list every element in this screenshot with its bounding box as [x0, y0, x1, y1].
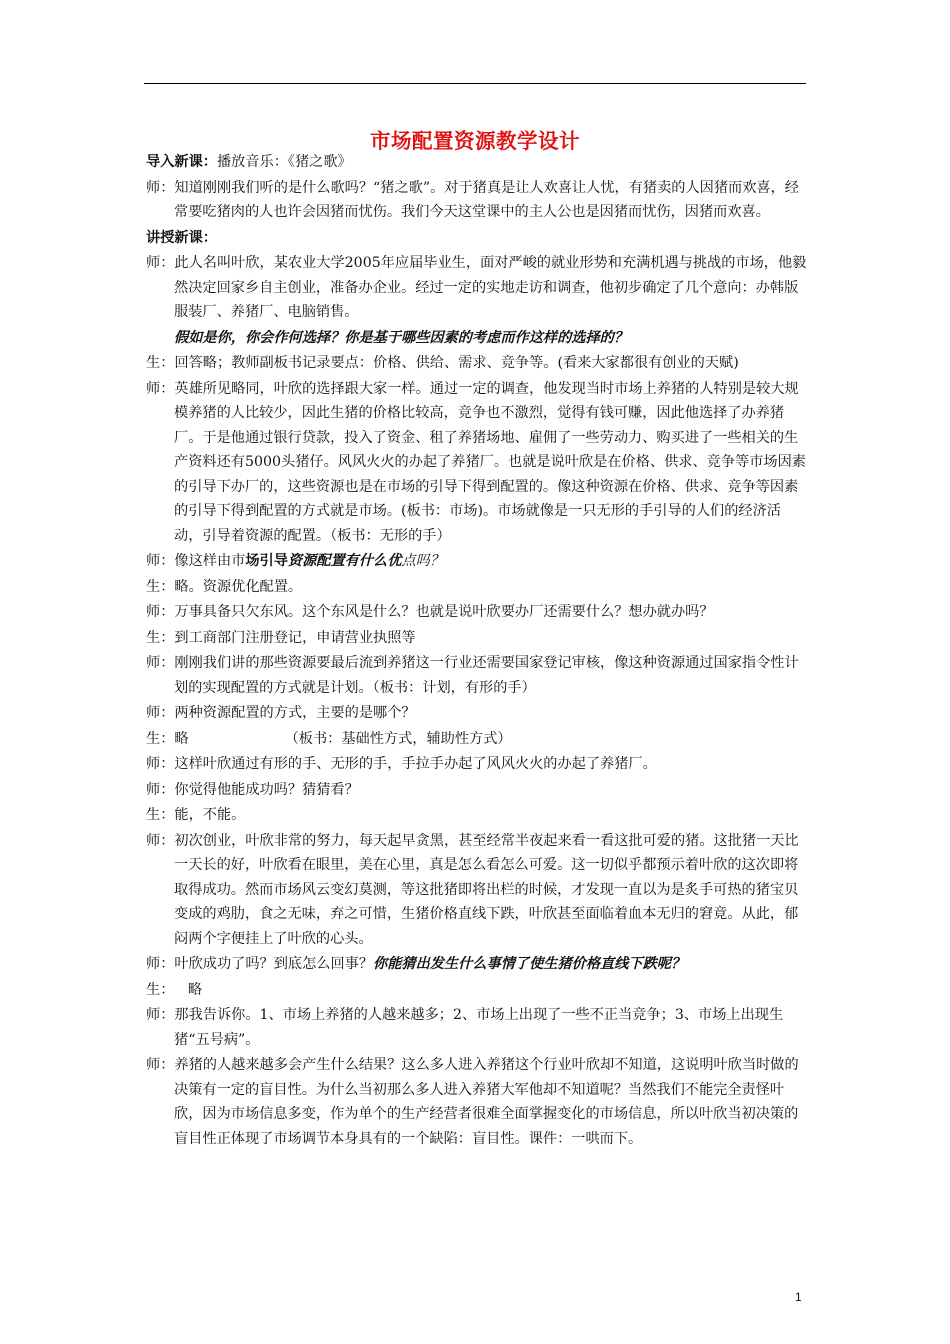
speaker-label: 生：: [146, 807, 175, 823]
paragraph-text: 略: [174, 730, 189, 747]
intro-label: 导入新课：: [146, 154, 217, 170]
paragraph-2: [146, 251, 808, 325]
speaker-label: 师：: [146, 655, 175, 671]
paragraph-text: 能，不能。: [174, 807, 246, 823]
paragraph-text: 知道刚刚我们听的是什么歌吗？“猪之歌”。对于猪真是让人欢喜让人忧，有猪卖的人因猪而欢喜，经常要吃猪肉的人也许会因猪而忧伤。我们今天这堂课中的主人公也是因猪而忧伤，因猪而欢喜。: [174, 179, 799, 220]
paragraph-text: 此人名叫叶欣，某农业大学2005年应届毕业生，面对严峻的就业形势和充满机遇与挑战的市场，他毅然决定回家乡自主创业，准备办企业。经过一定的实地走访和调查，他初步确定了几个意向：办韩版服装厂、养猪厂、电脑销售。: [174, 255, 807, 320]
paragraph-6: [146, 575, 808, 600]
paragraph-text: 两种资源配置的方式，主要的是哪个？: [174, 705, 416, 721]
paragraph-18: [146, 1003, 808, 1052]
intro-text: 播放音乐：《猪之歌》: [216, 154, 352, 170]
speaker-label: 生：: [146, 981, 175, 998]
text-pre: 像这样由市: [174, 553, 246, 569]
paragraph-text: 万事具备只欠东风。这个东风是什么？也就是说叶欣要办厂还需要什么？想办就办吗？: [174, 604, 714, 620]
intro-paragraph: [146, 150, 808, 175]
speaker-label: 师：: [146, 832, 175, 849]
paragraph-text: 刚刚我们讲的那些资源要最后流到养猪这一行业还需要国家登记审核，像这种资源通过国家指令性计划的实现配置的方式就是计划。（板书：计划，有形的手）: [174, 655, 799, 696]
paragraph-11: [146, 727, 808, 752]
paragraph-text: 回答略；教师副板书记录要点：价格、供给、需求、竞争等。(看来大家都很有创业的天赋): [174, 355, 739, 371]
speaker-label: 师：: [146, 705, 175, 721]
speaker-label: 师：: [146, 1057, 175, 1073]
text-bold: 场引导: [245, 553, 288, 569]
question-1: [146, 326, 808, 351]
paragraph-3: [146, 351, 808, 376]
paragraph-text: 到工商部门注册登记，申请营业执照等: [174, 629, 416, 646]
paragraph-text: 初次创业，叶欣非常的努力，每天起早贪黑，甚至经常半夜起来看一看这批可爱的猪。这批猪一天比一天长的好，叶欣看在眼里，美在心里，真是怎么看怎么可爱。这一切似乎都预示着叶欣的这次即将取得成功。然而市场风云变幻莫测，等这批猪即将出栏的时候，才发现一直以为是炙手可热的猪宝贝变成的鸡肋，食之无味，弃之可惜，生猪价格直线下跌，叶欣甚至面临着血本无归的窘竟。从此，郁闷两个字便挂上了叶欣的心头。: [174, 832, 799, 947]
paragraph-12: [146, 752, 808, 777]
paragraph-15: [146, 829, 808, 952]
speaker-label: 师：: [146, 956, 175, 972]
speaker-label: 师：: [146, 380, 175, 397]
paragraph-text: 养猪的人越来越多会产生什么结果？这么多人进入养猪这个行业叶欣却不知道，这说明叶欣当时做的决策有一定的盲目性。为什么当初那么多人进入养猪大军他却不知道呢？当然我们不能完全责怪叶欣，因为市场信息多变，作为单个的生产经营者很难全面掌握变化的市场信息，所以叶欣当初决策的盲目性正体现了市场调节本身具有的一个缺陷：盲目性。课件：一哄而下。: [174, 1057, 799, 1147]
paragraph-16: [146, 952, 808, 977]
document-body: [146, 150, 808, 1152]
paragraph-17: [146, 978, 808, 1003]
paragraph-text: 叶欣成功了吗？到底怎么回事？: [174, 956, 374, 972]
text-post: 点吗？: [401, 553, 445, 569]
paragraph-text: 那我告诉你。1、市场上养猪的人越来越多；2、市场上出现了一些不正当竞争；3、市场上出现生猪“五号病”。: [174, 1007, 784, 1048]
speaker-label: 师：: [146, 781, 175, 798]
paragraph-10: [146, 701, 808, 726]
paragraph-4: [146, 377, 808, 549]
paragraph-7: [146, 600, 808, 625]
board-note: （板书：基础性方式，辅助性方式）: [284, 730, 512, 747]
paragraph-19: [146, 1053, 808, 1151]
paragraph-1: [146, 176, 808, 225]
section-heading: [146, 226, 808, 251]
paragraph-8: [146, 626, 808, 651]
speaker-label: 师：: [146, 756, 175, 772]
speaker-label: 师：: [146, 179, 175, 196]
paragraph-5: [146, 549, 808, 574]
speaker-label: 生：: [146, 578, 175, 595]
paragraph-9: [146, 651, 808, 700]
question-text: 你能猜出发生什么事情了使生猪价格直线下跌呢？: [373, 956, 686, 972]
paragraph-text: 英雄所见略同，叶欣的选择跟大家一样。通过一定的调查，他发现当时市场上养猪的人特别是较大规模养猪的人比较少，因此生猪的价格比较高，竞争也不激烈，觉得有钱可赚，因此他选择了办养猪厂。于是他通过银行贷款，投入了资金、租了养猪场地、雇佣了一些劳动力、购买进了一些相关的生产资料还有5000头猪仔。风风火火的办起了养猪厂。也就是说叶欣是在价格、供求、竞争等市场因素的引导下办厂的，这些资源也是在市场的引导下得到配置的。像这种资源在价格、供求、竞争等因素的引导下得到配置的方式就是市场。(板书：市场)。市场就像是一只无形的手引导的人们的经济活动，引导着资源的配置。（板书：无形的手）: [174, 380, 806, 544]
page-number: 1: [795, 1290, 802, 1304]
text-bold-italic: 资源配置有什么优: [287, 553, 402, 569]
paragraph-13: [146, 778, 808, 803]
section-label: 讲授新课：: [146, 229, 217, 246]
speaker-label: 生：: [146, 629, 175, 646]
question-text: 假如是你，你会作何选择？你是基于哪些因素的考虑而作这样的选择的？: [174, 329, 629, 346]
header-rule: [144, 83, 806, 84]
speaker-label: 师：: [146, 553, 175, 569]
speaker-label: 生：: [146, 730, 175, 747]
paragraph-text: 略。资源优化配置。: [174, 578, 303, 595]
paragraph-text: 略: [187, 981, 203, 998]
speaker-label: 师：: [146, 255, 175, 271]
speaker-label: 师：: [146, 1007, 175, 1023]
document-title: 市场配置资源教学设计: [370, 129, 580, 153]
speaker-label: 师：: [146, 604, 175, 620]
paragraph-text: 这样叶欣通过有形的手、无形的手，手拉手办起了风风火火的办起了养猪厂。: [174, 756, 657, 772]
speaker-label: 生：: [146, 355, 175, 371]
paragraph-text: 你觉得他能成功吗？猜猜看？: [174, 781, 359, 798]
paragraph-14: [146, 803, 808, 828]
